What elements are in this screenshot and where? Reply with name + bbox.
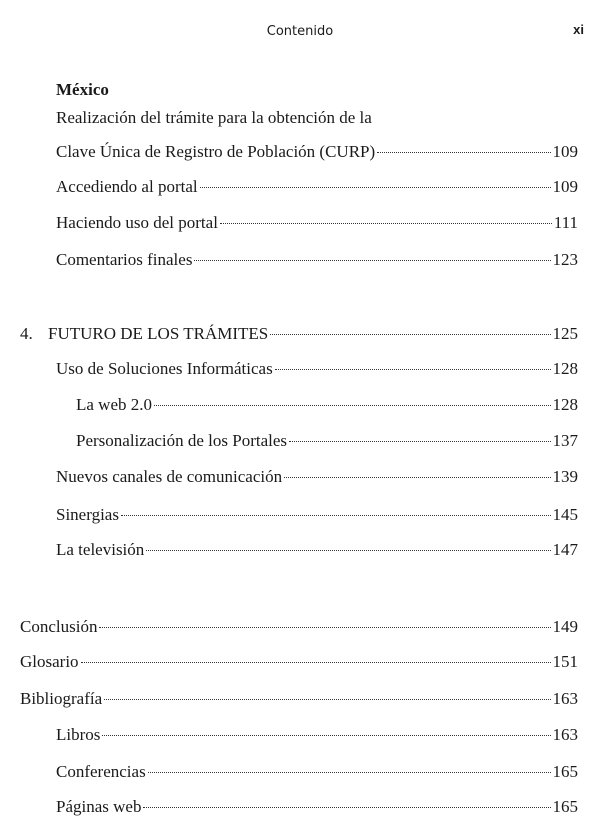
toc-entry-label: Haciendo uso del portal: [56, 213, 218, 232]
toc-entry-page: 145: [552, 505, 578, 524]
leader-dots: [148, 772, 551, 773]
toc-entry-page: 128: [552, 395, 578, 414]
toc-entry-uso-soluciones: [56, 359, 578, 383]
toc-entry-label: Bibliografía: [20, 689, 103, 708]
leader-dots: [220, 223, 552, 224]
leader-dots: [99, 627, 550, 628]
leader-dots: [102, 735, 550, 736]
toc-entry-haciendo: [56, 213, 578, 237]
toc-entry-page: 163: [552, 725, 578, 744]
toc-entry-page: 147: [552, 540, 578, 559]
leader-dots: [200, 187, 551, 188]
chapter-title: FUTURO DE LOS TRÁMITES: [48, 324, 269, 343]
toc-entry-page: 149: [552, 617, 578, 636]
leader-dots: [143, 807, 550, 808]
toc-entry-label: Personalización de los Portales: [76, 431, 288, 450]
leader-dots: [275, 369, 551, 370]
toc-entry-chapter-4: [20, 324, 578, 348]
toc-entry-page: 123: [552, 250, 578, 269]
toc-entry-label: Conferencias: [56, 762, 146, 781]
toc-entry-conferencias: [56, 762, 578, 786]
leader-dots: [154, 405, 550, 406]
toc-entry-label: Nuevos canales de comunicación: [56, 467, 283, 486]
leader-dots: [270, 334, 550, 335]
toc-entry-label: Comentarios finales: [56, 250, 193, 269]
leader-dots: [104, 699, 550, 700]
toc-entry-label: Páginas web: [56, 797, 142, 816]
toc-entry-accediendo: [56, 177, 578, 201]
toc-entry-television: [56, 540, 578, 564]
toc-entry-label: Clave Única de Registro de Población (CURP): [56, 142, 376, 161]
toc-entry-page: 128: [552, 359, 578, 378]
toc-entry-personalizacion: [76, 431, 578, 455]
toc-entry-comentarios: [56, 250, 578, 274]
toc-entry-curp: [56, 142, 578, 166]
leader-dots: [81, 662, 551, 663]
toc-entry-page: 139: [552, 467, 578, 486]
toc-entry-page: 165: [552, 797, 578, 816]
toc-entry-label: La televisión: [56, 540, 145, 559]
leader-dots: [121, 515, 551, 516]
leader-dots: [194, 260, 550, 261]
chapter-number: 4.: [20, 324, 33, 343]
toc-entry-page: 111: [553, 213, 578, 232]
toc-entry-label: Sinergias: [56, 505, 119, 524]
toc-entry-web-2: [76, 395, 578, 419]
toc-entry-page: 137: [552, 431, 578, 450]
toc-entry-sinergias: [56, 505, 578, 529]
toc-entry-page: 151: [552, 652, 578, 671]
toc-entry-label: Uso de Soluciones Informáticas: [56, 359, 273, 378]
toc-entry-label: Glosario: [20, 652, 79, 671]
toc-entry-page: 163: [552, 689, 578, 708]
toc-entry-page: 109: [552, 177, 578, 196]
toc-entry-paginas-web: [56, 797, 578, 821]
leader-dots: [377, 152, 550, 153]
toc-entry-label: Conclusión: [20, 617, 98, 636]
toc-entry-label: Accediendo al portal: [56, 177, 198, 196]
toc-entry-label: Libros: [56, 725, 101, 744]
toc-entry-label: La web 2.0: [76, 395, 153, 414]
leader-dots: [146, 550, 550, 551]
toc-entry-page: 165: [552, 762, 578, 781]
toc-entry-page: 109: [552, 142, 578, 161]
page-folio: xi: [573, 22, 584, 37]
toc-intro-line: Realización del trámite para la obtención de la: [56, 108, 372, 127]
running-head: Contenido: [266, 24, 334, 39]
toc-entry-nuevos-canales: [56, 467, 578, 491]
leader-dots: [284, 477, 550, 478]
toc-entry-bibliografia: [20, 689, 578, 713]
toc-entry-page: 125: [552, 324, 578, 343]
page-header: [0, 22, 600, 44]
toc-entry-conclusion: [20, 617, 578, 641]
toc-entry-libros: [56, 725, 578, 749]
section-heading-mexico: México: [56, 80, 109, 99]
toc-entry-glosario: [20, 652, 578, 676]
leader-dots: [289, 441, 550, 442]
